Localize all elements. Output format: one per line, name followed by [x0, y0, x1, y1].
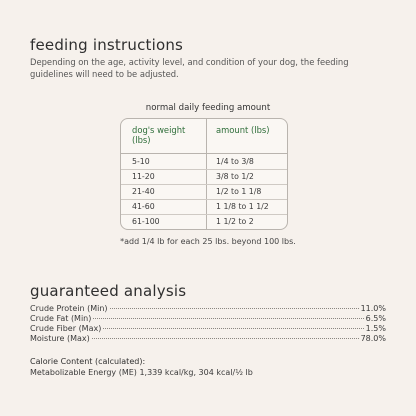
analysis-list	[30, 304, 386, 344]
analysis-label: Crude Protein (Min)	[30, 304, 108, 313]
analysis-row-fiber	[30, 324, 386, 334]
table-row	[121, 184, 287, 200]
table-row	[121, 214, 287, 229]
analysis-label: Crude Fat (Min)	[30, 314, 92, 323]
table-header-row	[121, 119, 287, 154]
header-dogs-weight: dog's weight (lbs)	[132, 125, 186, 145]
weight-cell: 61-100	[132, 217, 160, 226]
calorie-content-text: Metabolizable Energy (ME) 1,339 kcal/kg, 304 kcal/½ lb	[30, 368, 253, 377]
leader-dots	[93, 318, 363, 319]
weight-cell: 5-10	[132, 157, 150, 166]
amount-cell: 1 1/2 to 2	[216, 217, 254, 226]
feeding-table	[120, 118, 288, 230]
feeding-footnote: *add 1/4 lb for each 25 lbs. beyond 100 lbs.	[120, 237, 296, 246]
amount-cell: 3/8 to 1/2	[216, 172, 254, 181]
analysis-row-fat	[30, 314, 386, 324]
amount-cell: 1 1/8 to 1 1/2	[216, 202, 269, 211]
analysis-label: Moisture (Max)	[30, 334, 90, 343]
table-row	[121, 199, 287, 215]
analysis-label: Crude Fiber (Max)	[30, 324, 102, 333]
analysis-row-moisture	[30, 334, 386, 344]
analysis-row-protein	[30, 304, 386, 314]
weight-cell: 41-60	[132, 202, 155, 211]
analysis-value: 11.0%	[360, 304, 386, 313]
analysis-value: 6.5%	[365, 314, 386, 323]
table-row	[121, 169, 287, 185]
analysis-value: 78.0%	[360, 334, 386, 343]
leader-dots	[110, 308, 359, 309]
feeding-instructions-title: feeding instructions	[30, 36, 184, 54]
leader-dots	[103, 328, 363, 329]
feeding-intro-text: Depending on the age, activity level, and condition of your dog, the feeding guidelines will need to be adjusted.	[30, 57, 349, 79]
amount-cell: 1/4 to 3/8	[216, 157, 254, 166]
guaranteed-analysis-title: guaranteed analysis	[30, 282, 187, 300]
weight-cell: 21-40	[132, 187, 155, 196]
leader-dots	[92, 338, 359, 339]
analysis-value: 1.5%	[365, 324, 386, 333]
header-amount: amount (lbs)	[216, 125, 270, 135]
feeding-table-caption: normal daily feeding amount	[145, 103, 271, 113]
weight-cell: 11-20	[132, 172, 155, 181]
amount-cell: 1/2 to 1 1/8	[216, 187, 262, 196]
calorie-content-title: Calorie Content (calculated):	[30, 357, 146, 366]
table-row	[121, 154, 287, 170]
